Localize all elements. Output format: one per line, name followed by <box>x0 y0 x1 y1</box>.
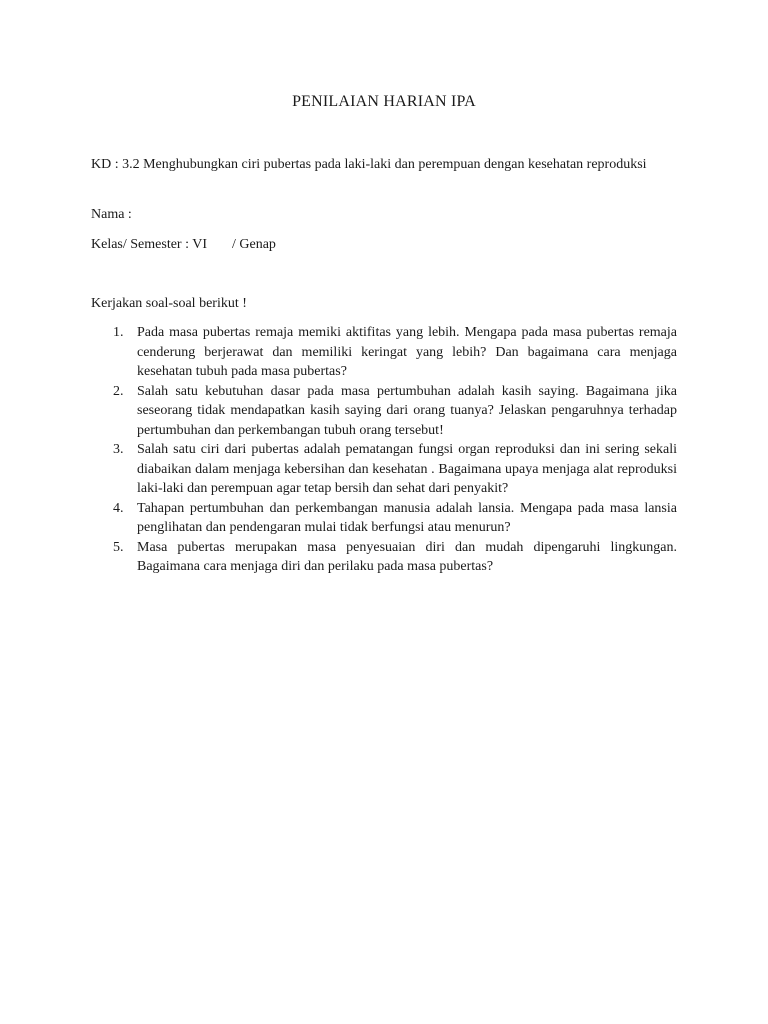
kelas-semester-label: Kelas/ Semester : VI <box>91 237 207 252</box>
question-text: Masa pubertas merupakan masa penyesuaian diri dan mudah dipengaruhi lingkungan. Bagaimana cara menjaga diri dan perilaku pada masa pubertas? <box>137 539 677 574</box>
question-text: Salah satu ciri dari pubertas adalah pematangan fungsi organ reproduksi dan ini sering sekali diabaikan dalam menjaga kebersihan dan kesehatan . Bagaimana upaya menjaga alat reproduksi laki-laki dan perempuan agar tetap bersih dan sehat dari penyakit? <box>137 442 677 496</box>
question-number: 4. <box>113 500 124 516</box>
question-number: 5. <box>113 539 124 555</box>
semester-value: / Genap <box>232 237 276 252</box>
question-item <box>91 538 677 577</box>
document-title: PENILAIAN HARIAN IPA <box>292 93 476 110</box>
kd-statement: KD : 3.2 Menghubungkan ciri pubertas pada laki-laki dan perempuan dengan kesehatan reproduksi <box>91 157 647 172</box>
question-list <box>91 323 677 577</box>
question-item <box>91 323 677 382</box>
nama-field-label: Nama : <box>91 207 132 222</box>
question-number: 2. <box>113 383 124 399</box>
question-number: 1. <box>113 325 124 340</box>
question-item <box>91 440 677 499</box>
kelas-semester-line <box>91 235 677 255</box>
question-item <box>91 499 677 538</box>
question-text: Pada masa pubertas remaja memiki aktifitas yang lebih. Mengapa pada masa pubertas remaja cenderung berjerawat dan memiliki keringat yang lebih? Dan bagaimana cara menjaga kesehatan tubuh pada masa pubertas? <box>137 325 677 379</box>
instruction-text: Kerjakan soal-soal berikut ! <box>91 296 247 311</box>
question-text: Salah satu kebutuhan dasar pada masa pertumbuhan adalah kasih saying. Bagaimana jika seseorang tidak mendapatkan kasih saying dari orang tuanya? Jelaskan pengaruhnya terhadap pertumbuhan dan perkembangan tubuh orang tersebut! <box>137 383 677 438</box>
question-text: Tahapan pertumbuhan dan perkembangan manusia adalah lansia. Mengapa pada masa lansia penglihatan dan pendengaran mulai tidak berfungsi atau menurun? <box>137 500 677 535</box>
question-number: 3. <box>113 442 124 457</box>
question-item <box>91 382 677 441</box>
